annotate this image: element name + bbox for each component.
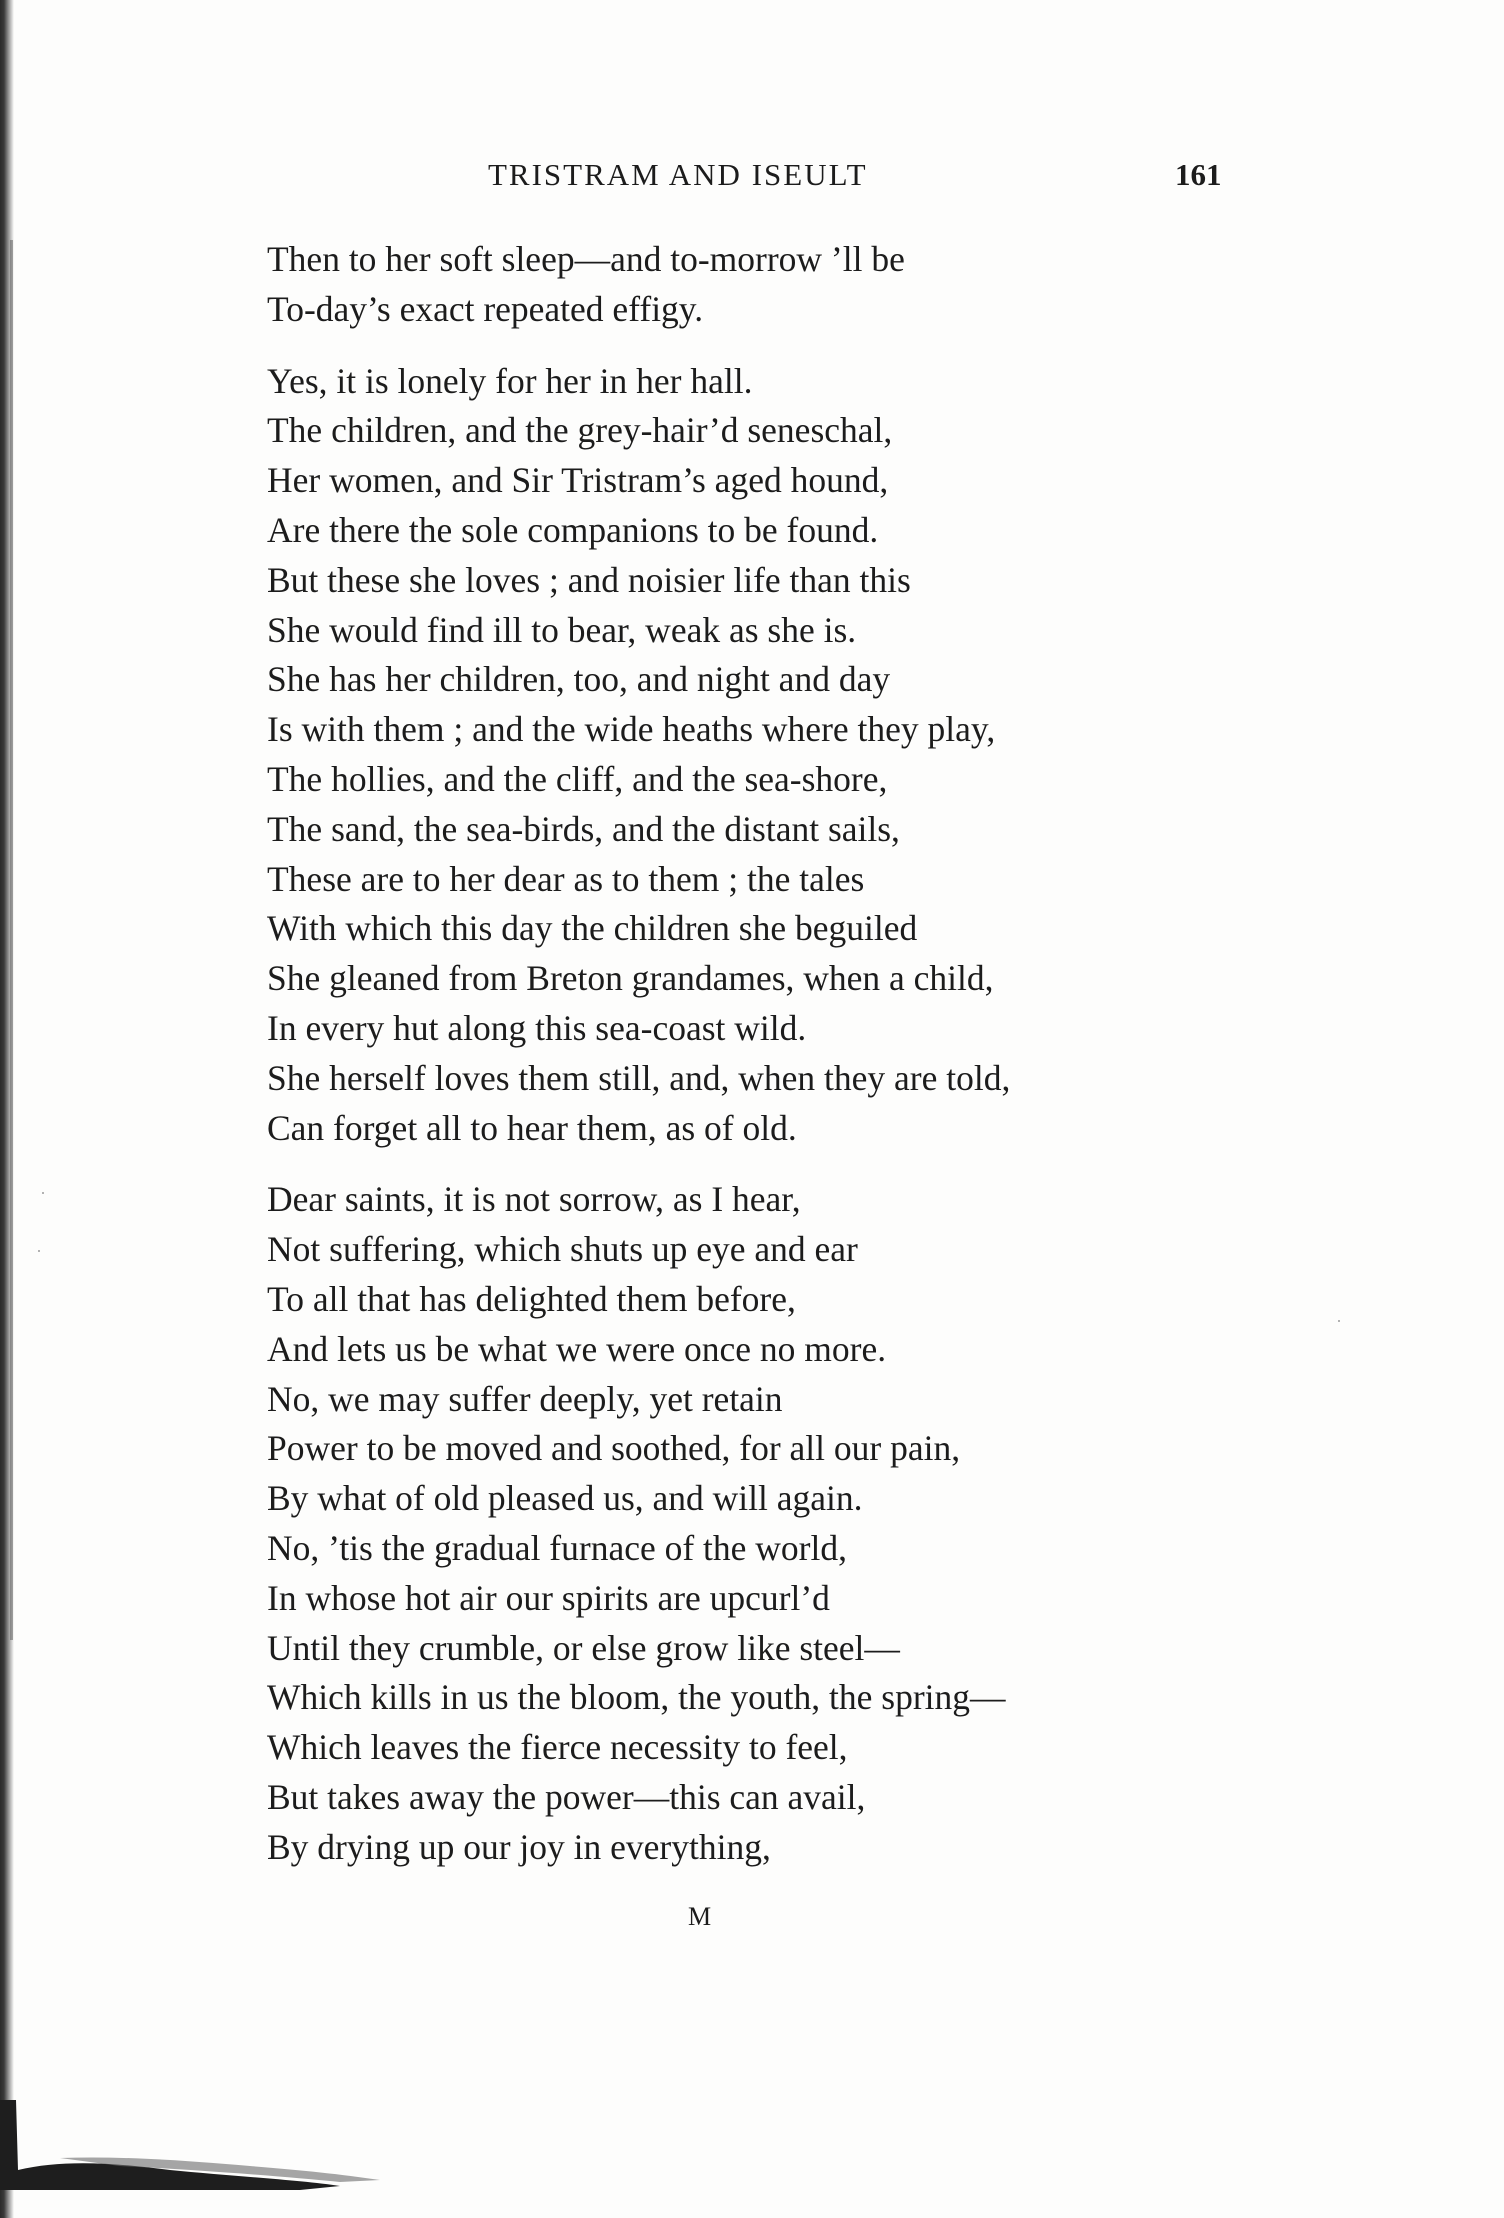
scan-speck xyxy=(42,1192,44,1194)
stanza xyxy=(267,1175,1267,1872)
verse-line: By what of old pleased us, and will again. xyxy=(267,1478,863,1519)
running-title: TRISTRAM AND ISEULT xyxy=(488,157,868,192)
verse-line: She has her children, too, and night and day xyxy=(267,659,891,700)
running-head xyxy=(0,155,1504,195)
verse-line: To all that has delighted them before, xyxy=(267,1278,796,1319)
verse-line: Is with them ; and the wide heaths where they play, xyxy=(267,709,996,750)
verse-line: Are there the sole companions to be found. xyxy=(267,509,879,550)
verse-line: The children, and the grey-hair’d seneschal, xyxy=(267,410,893,451)
verse-line: To-day’s exact repeated effigy. xyxy=(267,288,704,329)
verse-line: Dear saints, it is not sorrow, as I hear, xyxy=(267,1179,801,1220)
stanza xyxy=(267,235,1267,335)
verse-line: With which this day the children she beguiled xyxy=(267,908,918,949)
scan-speck xyxy=(1338,1320,1340,1322)
page-number: 161 xyxy=(1175,157,1222,192)
verse-line: No, we may suffer deeply, yet retain xyxy=(267,1378,783,1419)
verse-line: She would find ill to bear, weak as she is. xyxy=(267,609,857,650)
verse-line: Which leaves the fierce necessity to feel, xyxy=(267,1727,848,1768)
verse-line: Until they crumble, or else grow like steel— xyxy=(267,1627,900,1668)
verse-line: Then to her soft sleep—and to-morrow ’ll be xyxy=(267,239,905,279)
verse-line: Her women, and Sir Tristram’s aged hound, xyxy=(267,460,889,501)
verse-line: In every hut along this sea-coast wild. xyxy=(267,1007,807,1048)
poem-text xyxy=(267,235,1267,1895)
verse-line: The sand, the sea-birds, and the distant sails, xyxy=(267,808,900,849)
verse-line: By drying up our joy in everything, xyxy=(267,1826,771,1867)
verse-line: She herself loves them still, and, when they are told, xyxy=(267,1057,1011,1098)
binding-shadow-line xyxy=(10,240,13,1640)
verse-line: In whose hot air our spirits are upcurl’d xyxy=(267,1577,830,1618)
verse-line: Yes, it is lonely for her in her hall. xyxy=(267,360,753,401)
verse-line: And lets us be what we were once no more. xyxy=(267,1328,887,1369)
verse-line: Not suffering, which shuts up eye and ear xyxy=(267,1229,858,1270)
verse-line: But these she loves ; and noisier life than this xyxy=(267,559,911,600)
scan-speck xyxy=(38,1250,40,1252)
signature-mark: M xyxy=(688,1902,713,1931)
stanza xyxy=(267,357,1267,1154)
verse-line: No, ’tis the gradual furnace of the world, xyxy=(267,1527,847,1568)
verse-line: Can forget all to hear them, as of old. xyxy=(267,1107,797,1148)
verse-line: But takes away the power—this can avail, xyxy=(267,1776,866,1817)
verse-line: The hollies, and the cliff, and the sea-shore, xyxy=(267,758,888,799)
scan-edge-shadow xyxy=(0,2100,500,2190)
verse-line: These are to her dear as to them ; the tales xyxy=(267,858,865,899)
verse-line: Which kills in us the bloom, the youth, the spring— xyxy=(267,1677,1006,1718)
verse-line: Power to be moved and soothed, for all our pain, xyxy=(267,1428,961,1469)
verse-line: She gleaned from Breton grandames, when a child, xyxy=(267,958,994,999)
